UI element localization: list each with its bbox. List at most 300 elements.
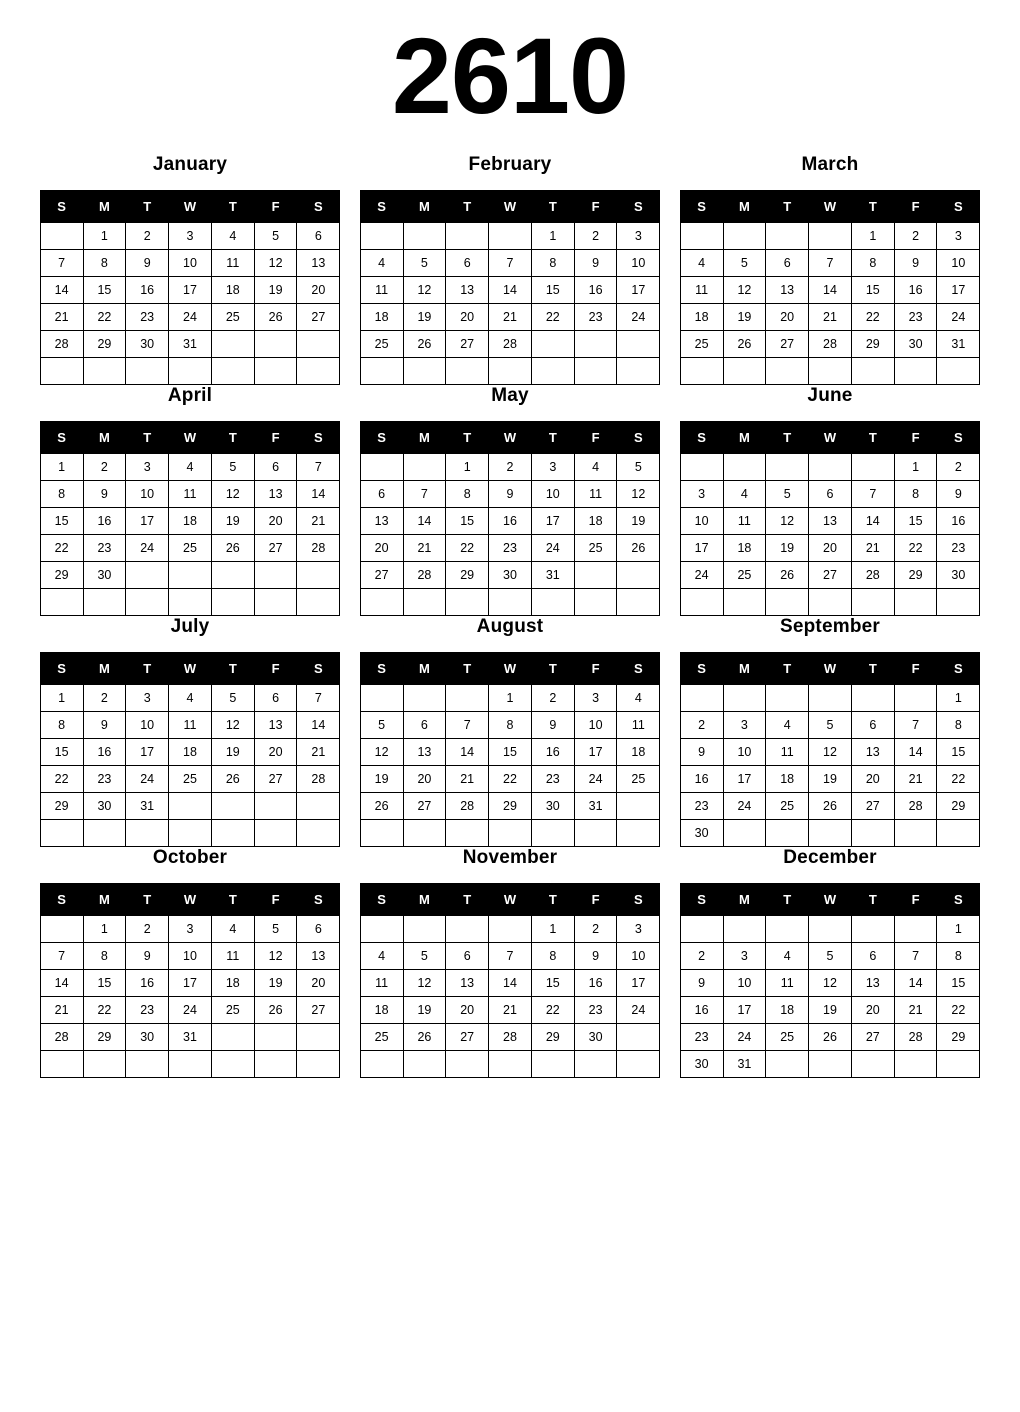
day-cell[interactable]: 21 — [403, 535, 446, 562]
day-cell[interactable]: 8 — [937, 712, 980, 739]
day-cell[interactable]: 30 — [680, 820, 723, 847]
day-cell[interactable]: 6 — [851, 943, 894, 970]
day-cell[interactable]: 5 — [211, 685, 254, 712]
day-cell[interactable]: 17 — [723, 997, 766, 1024]
day-cell[interactable]: 24 — [723, 1024, 766, 1051]
day-cell[interactable]: 6 — [446, 943, 489, 970]
day-cell[interactable]: 28 — [297, 766, 340, 793]
day-cell[interactable]: 18 — [680, 304, 723, 331]
day-cell[interactable]: 28 — [40, 1024, 83, 1051]
day-cell[interactable]: 3 — [723, 712, 766, 739]
day-cell[interactable]: 3 — [617, 223, 660, 250]
day-cell[interactable]: 12 — [809, 739, 852, 766]
day-cell[interactable]: 31 — [531, 562, 574, 589]
day-cell[interactable]: 25 — [360, 1024, 403, 1051]
day-cell[interactable]: 20 — [446, 997, 489, 1024]
day-cell[interactable]: 10 — [937, 250, 980, 277]
day-cell[interactable]: 3 — [126, 454, 169, 481]
day-cell[interactable]: 15 — [851, 277, 894, 304]
day-cell[interactable]: 8 — [489, 712, 532, 739]
day-cell[interactable]: 1 — [531, 223, 574, 250]
day-cell[interactable]: 11 — [617, 712, 660, 739]
day-cell[interactable]: 28 — [403, 562, 446, 589]
day-cell[interactable]: 6 — [254, 685, 297, 712]
day-cell[interactable]: 27 — [254, 535, 297, 562]
day-cell[interactable]: 14 — [297, 481, 340, 508]
day-cell[interactable]: 18 — [617, 739, 660, 766]
day-cell[interactable]: 21 — [809, 304, 852, 331]
day-cell[interactable]: 11 — [360, 970, 403, 997]
day-cell[interactable]: 22 — [851, 304, 894, 331]
day-cell[interactable]: 19 — [809, 766, 852, 793]
day-cell[interactable]: 30 — [937, 562, 980, 589]
day-cell[interactable]: 2 — [937, 454, 980, 481]
day-cell[interactable]: 26 — [254, 997, 297, 1024]
day-cell[interactable]: 4 — [360, 943, 403, 970]
day-cell[interactable]: 5 — [617, 454, 660, 481]
day-cell[interactable]: 23 — [937, 535, 980, 562]
day-cell[interactable]: 7 — [809, 250, 852, 277]
day-cell[interactable]: 29 — [40, 562, 83, 589]
day-cell[interactable]: 12 — [809, 970, 852, 997]
day-cell[interactable]: 9 — [680, 970, 723, 997]
day-cell[interactable]: 14 — [851, 508, 894, 535]
day-cell[interactable]: 16 — [83, 739, 126, 766]
day-cell[interactable]: 23 — [83, 766, 126, 793]
day-cell[interactable]: 11 — [766, 970, 809, 997]
day-cell[interactable]: 8 — [851, 250, 894, 277]
day-cell[interactable]: 13 — [297, 943, 340, 970]
day-cell[interactable]: 2 — [489, 454, 532, 481]
day-cell[interactable]: 28 — [297, 535, 340, 562]
day-cell[interactable]: 14 — [489, 277, 532, 304]
day-cell[interactable]: 8 — [40, 481, 83, 508]
day-cell[interactable]: 18 — [360, 997, 403, 1024]
day-cell[interactable]: 13 — [403, 739, 446, 766]
day-cell[interactable]: 31 — [169, 1024, 212, 1051]
day-cell[interactable]: 5 — [809, 712, 852, 739]
day-cell[interactable]: 9 — [937, 481, 980, 508]
day-cell[interactable]: 12 — [617, 481, 660, 508]
day-cell[interactable]: 2 — [574, 916, 617, 943]
day-cell[interactable]: 24 — [617, 997, 660, 1024]
day-cell[interactable]: 26 — [809, 793, 852, 820]
day-cell[interactable]: 13 — [297, 250, 340, 277]
day-cell[interactable]: 13 — [360, 508, 403, 535]
day-cell[interactable]: 12 — [211, 481, 254, 508]
day-cell[interactable]: 3 — [169, 916, 212, 943]
day-cell[interactable]: 15 — [40, 739, 83, 766]
day-cell[interactable]: 25 — [723, 562, 766, 589]
day-cell[interactable]: 16 — [937, 508, 980, 535]
day-cell[interactable]: 5 — [254, 916, 297, 943]
day-cell[interactable]: 1 — [40, 685, 83, 712]
day-cell[interactable]: 19 — [254, 970, 297, 997]
day-cell[interactable]: 9 — [574, 250, 617, 277]
day-cell[interactable]: 9 — [83, 712, 126, 739]
day-cell[interactable]: 31 — [574, 793, 617, 820]
day-cell[interactable]: 25 — [169, 766, 212, 793]
day-cell[interactable]: 4 — [766, 712, 809, 739]
day-cell[interactable]: 20 — [446, 304, 489, 331]
day-cell[interactable]: 24 — [126, 766, 169, 793]
day-cell[interactable]: 12 — [723, 277, 766, 304]
day-cell[interactable]: 29 — [83, 1024, 126, 1051]
day-cell[interactable]: 30 — [680, 1051, 723, 1078]
day-cell[interactable]: 6 — [851, 712, 894, 739]
day-cell[interactable]: 5 — [809, 943, 852, 970]
day-cell[interactable]: 24 — [169, 997, 212, 1024]
day-cell[interactable]: 11 — [211, 943, 254, 970]
day-cell[interactable]: 16 — [574, 277, 617, 304]
day-cell[interactable]: 1 — [489, 685, 532, 712]
day-cell[interactable]: 11 — [169, 481, 212, 508]
day-cell[interactable]: 14 — [403, 508, 446, 535]
day-cell[interactable]: 15 — [83, 970, 126, 997]
day-cell[interactable]: 27 — [360, 562, 403, 589]
day-cell[interactable]: 4 — [680, 250, 723, 277]
day-cell[interactable]: 25 — [211, 997, 254, 1024]
day-cell[interactable]: 1 — [531, 916, 574, 943]
day-cell[interactable]: 24 — [126, 535, 169, 562]
day-cell[interactable]: 26 — [254, 304, 297, 331]
day-cell[interactable]: 16 — [894, 277, 937, 304]
day-cell[interactable]: 23 — [680, 793, 723, 820]
day-cell[interactable]: 21 — [894, 997, 937, 1024]
day-cell[interactable]: 31 — [937, 331, 980, 358]
day-cell[interactable]: 23 — [574, 304, 617, 331]
day-cell[interactable]: 24 — [937, 304, 980, 331]
day-cell[interactable]: 15 — [489, 739, 532, 766]
day-cell[interactable]: 19 — [360, 766, 403, 793]
day-cell[interactable]: 22 — [894, 535, 937, 562]
day-cell[interactable]: 7 — [40, 250, 83, 277]
day-cell[interactable]: 14 — [894, 970, 937, 997]
day-cell[interactable]: 2 — [531, 685, 574, 712]
day-cell[interactable]: 8 — [40, 712, 83, 739]
day-cell[interactable]: 23 — [680, 1024, 723, 1051]
day-cell[interactable]: 12 — [254, 250, 297, 277]
day-cell[interactable]: 9 — [126, 250, 169, 277]
day-cell[interactable]: 7 — [297, 685, 340, 712]
day-cell[interactable]: 23 — [574, 997, 617, 1024]
day-cell[interactable]: 22 — [83, 304, 126, 331]
day-cell[interactable]: 1 — [446, 454, 489, 481]
day-cell[interactable]: 2 — [894, 223, 937, 250]
day-cell[interactable]: 17 — [723, 766, 766, 793]
day-cell[interactable]: 7 — [297, 454, 340, 481]
day-cell[interactable]: 27 — [851, 1024, 894, 1051]
day-cell[interactable]: 6 — [809, 481, 852, 508]
day-cell[interactable]: 27 — [254, 766, 297, 793]
day-cell[interactable]: 30 — [894, 331, 937, 358]
day-cell[interactable]: 22 — [446, 535, 489, 562]
day-cell[interactable]: 14 — [40, 277, 83, 304]
day-cell[interactable]: 7 — [40, 943, 83, 970]
day-cell[interactable]: 7 — [894, 712, 937, 739]
day-cell[interactable]: 26 — [360, 793, 403, 820]
day-cell[interactable]: 21 — [489, 304, 532, 331]
day-cell[interactable]: 25 — [766, 793, 809, 820]
day-cell[interactable]: 18 — [169, 739, 212, 766]
day-cell[interactable]: 4 — [723, 481, 766, 508]
day-cell[interactable]: 16 — [126, 970, 169, 997]
day-cell[interactable]: 16 — [680, 766, 723, 793]
day-cell[interactable]: 10 — [617, 943, 660, 970]
day-cell[interactable]: 9 — [531, 712, 574, 739]
day-cell[interactable]: 29 — [937, 1024, 980, 1051]
day-cell[interactable]: 2 — [126, 916, 169, 943]
day-cell[interactable]: 23 — [83, 535, 126, 562]
day-cell[interactable]: 5 — [360, 712, 403, 739]
day-cell[interactable]: 22 — [937, 997, 980, 1024]
day-cell[interactable]: 7 — [403, 481, 446, 508]
day-cell[interactable]: 18 — [211, 277, 254, 304]
day-cell[interactable]: 20 — [809, 535, 852, 562]
day-cell[interactable]: 11 — [574, 481, 617, 508]
day-cell[interactable]: 21 — [894, 766, 937, 793]
day-cell[interactable]: 15 — [83, 277, 126, 304]
day-cell[interactable]: 23 — [126, 304, 169, 331]
day-cell[interactable]: 14 — [446, 739, 489, 766]
day-cell[interactable]: 13 — [446, 970, 489, 997]
day-cell[interactable]: 17 — [126, 508, 169, 535]
day-cell[interactable]: 14 — [489, 970, 532, 997]
day-cell[interactable]: 11 — [680, 277, 723, 304]
day-cell[interactable]: 23 — [531, 766, 574, 793]
day-cell[interactable]: 6 — [297, 916, 340, 943]
day-cell[interactable]: 4 — [360, 250, 403, 277]
day-cell[interactable]: 10 — [574, 712, 617, 739]
day-cell[interactable]: 11 — [169, 712, 212, 739]
day-cell[interactable]: 15 — [894, 508, 937, 535]
day-cell[interactable]: 7 — [489, 250, 532, 277]
day-cell[interactable]: 20 — [403, 766, 446, 793]
day-cell[interactable]: 6 — [360, 481, 403, 508]
day-cell[interactable]: 28 — [40, 331, 83, 358]
day-cell[interactable]: 3 — [531, 454, 574, 481]
day-cell[interactable]: 27 — [297, 304, 340, 331]
day-cell[interactable]: 16 — [574, 970, 617, 997]
day-cell[interactable]: 15 — [531, 277, 574, 304]
day-cell[interactable]: 20 — [297, 970, 340, 997]
day-cell[interactable]: 12 — [766, 508, 809, 535]
day-cell[interactable]: 10 — [126, 712, 169, 739]
day-cell[interactable]: 25 — [211, 304, 254, 331]
day-cell[interactable]: 25 — [574, 535, 617, 562]
day-cell[interactable]: 19 — [403, 997, 446, 1024]
day-cell[interactable]: 12 — [403, 970, 446, 997]
day-cell[interactable]: 27 — [446, 331, 489, 358]
day-cell[interactable]: 1 — [894, 454, 937, 481]
day-cell[interactable]: 10 — [169, 943, 212, 970]
day-cell[interactable]: 7 — [446, 712, 489, 739]
day-cell[interactable]: 19 — [723, 304, 766, 331]
day-cell[interactable]: 26 — [403, 331, 446, 358]
day-cell[interactable]: 5 — [403, 943, 446, 970]
day-cell[interactable]: 1 — [83, 223, 126, 250]
day-cell[interactable]: 17 — [126, 739, 169, 766]
day-cell[interactable]: 22 — [40, 535, 83, 562]
day-cell[interactable]: 20 — [254, 739, 297, 766]
day-cell[interactable]: 10 — [680, 508, 723, 535]
day-cell[interactable]: 16 — [489, 508, 532, 535]
day-cell[interactable]: 18 — [360, 304, 403, 331]
day-cell[interactable]: 12 — [254, 943, 297, 970]
day-cell[interactable]: 27 — [446, 1024, 489, 1051]
day-cell[interactable]: 23 — [489, 535, 532, 562]
day-cell[interactable]: 14 — [809, 277, 852, 304]
day-cell[interactable]: 29 — [83, 331, 126, 358]
day-cell[interactable]: 2 — [83, 685, 126, 712]
day-cell[interactable]: 10 — [126, 481, 169, 508]
day-cell[interactable]: 5 — [403, 250, 446, 277]
day-cell[interactable]: 28 — [489, 1024, 532, 1051]
day-cell[interactable]: 25 — [766, 1024, 809, 1051]
day-cell[interactable]: 26 — [766, 562, 809, 589]
day-cell[interactable]: 12 — [211, 712, 254, 739]
day-cell[interactable]: 2 — [83, 454, 126, 481]
day-cell[interactable]: 10 — [723, 739, 766, 766]
day-cell[interactable]: 8 — [531, 943, 574, 970]
day-cell[interactable]: 22 — [531, 997, 574, 1024]
day-cell[interactable]: 17 — [937, 277, 980, 304]
day-cell[interactable]: 29 — [937, 793, 980, 820]
day-cell[interactable]: 8 — [531, 250, 574, 277]
day-cell[interactable]: 19 — [617, 508, 660, 535]
day-cell[interactable]: 26 — [403, 1024, 446, 1051]
day-cell[interactable]: 3 — [617, 916, 660, 943]
day-cell[interactable]: 6 — [766, 250, 809, 277]
day-cell[interactable]: 3 — [126, 685, 169, 712]
day-cell[interactable]: 11 — [211, 250, 254, 277]
day-cell[interactable]: 17 — [169, 277, 212, 304]
day-cell[interactable]: 12 — [403, 277, 446, 304]
day-cell[interactable]: 8 — [894, 481, 937, 508]
day-cell[interactable]: 19 — [254, 277, 297, 304]
day-cell[interactable]: 10 — [617, 250, 660, 277]
day-cell[interactable]: 19 — [211, 508, 254, 535]
day-cell[interactable]: 30 — [531, 793, 574, 820]
day-cell[interactable]: 4 — [766, 943, 809, 970]
day-cell[interactable]: 18 — [211, 970, 254, 997]
day-cell[interactable]: 25 — [680, 331, 723, 358]
day-cell[interactable]: 2 — [574, 223, 617, 250]
day-cell[interactable]: 24 — [531, 535, 574, 562]
day-cell[interactable]: 21 — [297, 508, 340, 535]
day-cell[interactable]: 10 — [531, 481, 574, 508]
day-cell[interactable]: 26 — [809, 1024, 852, 1051]
day-cell[interactable]: 23 — [894, 304, 937, 331]
day-cell[interactable]: 22 — [489, 766, 532, 793]
day-cell[interactable]: 5 — [254, 223, 297, 250]
day-cell[interactable]: 17 — [680, 535, 723, 562]
day-cell[interactable]: 20 — [254, 508, 297, 535]
day-cell[interactable]: 27 — [403, 793, 446, 820]
day-cell[interactable]: 4 — [211, 223, 254, 250]
day-cell[interactable]: 18 — [766, 997, 809, 1024]
day-cell[interactable]: 5 — [766, 481, 809, 508]
day-cell[interactable]: 4 — [574, 454, 617, 481]
day-cell[interactable]: 13 — [851, 970, 894, 997]
day-cell[interactable]: 17 — [617, 970, 660, 997]
day-cell[interactable]: 16 — [531, 739, 574, 766]
day-cell[interactable]: 20 — [360, 535, 403, 562]
day-cell[interactable]: 28 — [851, 562, 894, 589]
day-cell[interactable]: 26 — [617, 535, 660, 562]
day-cell[interactable]: 18 — [723, 535, 766, 562]
day-cell[interactable]: 18 — [766, 766, 809, 793]
day-cell[interactable]: 8 — [83, 943, 126, 970]
day-cell[interactable]: 14 — [297, 712, 340, 739]
day-cell[interactable]: 30 — [489, 562, 532, 589]
day-cell[interactable]: 11 — [360, 277, 403, 304]
day-cell[interactable]: 9 — [680, 739, 723, 766]
day-cell[interactable]: 13 — [254, 481, 297, 508]
day-cell[interactable]: 29 — [446, 562, 489, 589]
day-cell[interactable]: 15 — [446, 508, 489, 535]
day-cell[interactable]: 4 — [617, 685, 660, 712]
day-cell[interactable]: 17 — [617, 277, 660, 304]
day-cell[interactable]: 29 — [531, 1024, 574, 1051]
day-cell[interactable]: 30 — [126, 331, 169, 358]
day-cell[interactable]: 28 — [489, 331, 532, 358]
day-cell[interactable]: 25 — [617, 766, 660, 793]
day-cell[interactable]: 21 — [446, 766, 489, 793]
day-cell[interactable]: 13 — [809, 508, 852, 535]
day-cell[interactable]: 16 — [680, 997, 723, 1024]
day-cell[interactable]: 22 — [937, 766, 980, 793]
day-cell[interactable]: 18 — [169, 508, 212, 535]
day-cell[interactable]: 21 — [40, 997, 83, 1024]
day-cell[interactable]: 3 — [680, 481, 723, 508]
day-cell[interactable]: 2 — [680, 712, 723, 739]
day-cell[interactable]: 11 — [723, 508, 766, 535]
day-cell[interactable]: 8 — [446, 481, 489, 508]
day-cell[interactable]: 16 — [83, 508, 126, 535]
day-cell[interactable]: 24 — [169, 304, 212, 331]
day-cell[interactable]: 21 — [489, 997, 532, 1024]
day-cell[interactable]: 3 — [574, 685, 617, 712]
day-cell[interactable]: 27 — [809, 562, 852, 589]
day-cell[interactable]: 3 — [169, 223, 212, 250]
day-cell[interactable]: 15 — [40, 508, 83, 535]
day-cell[interactable]: 21 — [40, 304, 83, 331]
day-cell[interactable]: 16 — [126, 277, 169, 304]
day-cell[interactable]: 21 — [297, 739, 340, 766]
day-cell[interactable]: 28 — [894, 793, 937, 820]
day-cell[interactable]: 19 — [766, 535, 809, 562]
day-cell[interactable]: 22 — [40, 766, 83, 793]
day-cell[interactable]: 15 — [937, 970, 980, 997]
day-cell[interactable]: 28 — [894, 1024, 937, 1051]
day-cell[interactable]: 30 — [574, 1024, 617, 1051]
day-cell[interactable]: 13 — [766, 277, 809, 304]
day-cell[interactable]: 24 — [574, 766, 617, 793]
day-cell[interactable]: 8 — [83, 250, 126, 277]
day-cell[interactable]: 26 — [211, 535, 254, 562]
day-cell[interactable]: 17 — [169, 970, 212, 997]
day-cell[interactable]: 20 — [766, 304, 809, 331]
day-cell[interactable]: 20 — [851, 997, 894, 1024]
day-cell[interactable]: 18 — [574, 508, 617, 535]
day-cell[interactable]: 22 — [531, 304, 574, 331]
day-cell[interactable]: 13 — [446, 277, 489, 304]
day-cell[interactable]: 12 — [360, 739, 403, 766]
day-cell[interactable]: 19 — [403, 304, 446, 331]
day-cell[interactable]: 29 — [489, 793, 532, 820]
day-cell[interactable]: 20 — [851, 766, 894, 793]
